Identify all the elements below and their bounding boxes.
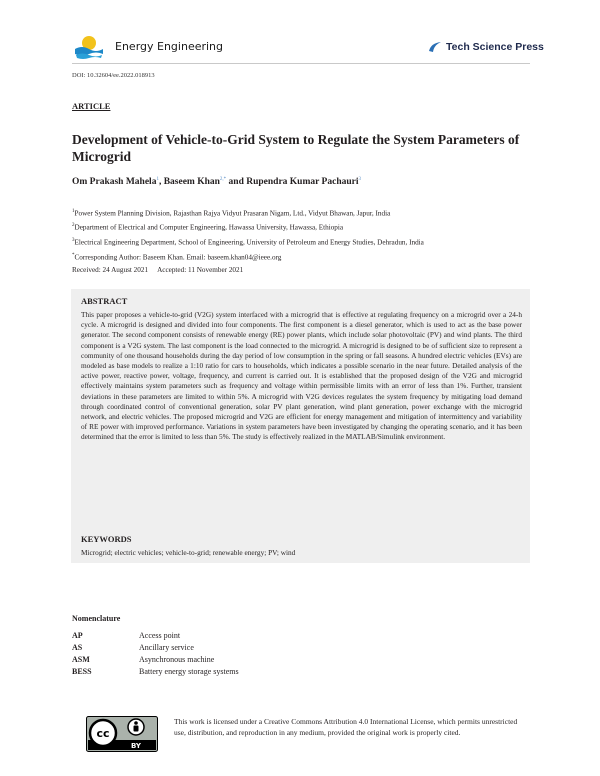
publisher-name: Tech Science Press [446,41,544,53]
keywords-list: Microgrid; electric vehicles; vehicle-to-grid; renewable energy; PV; wind [81,548,296,557]
nomenclature-definition: Battery energy storage systems [139,667,239,676]
nomenclature-heading: Nomenclature [72,614,121,623]
keywords-heading: KEYWORDS [81,534,132,544]
nomenclature-definition: Ancillary service [139,643,194,652]
author-name: Om Prakash Mahela [72,177,157,188]
license-text: This work is licensed under a Creative Commons Attribution 4.0 International License, which permits unrestricted use, distribution, and reproduction in any medium, provided the original work is properly cited. [174,717,518,737]
doi-text[interactable]: DOI: 10.32604/ee.2022.018913 [72,72,155,79]
header-divider [72,63,530,64]
accepted-date: Accepted: 11 November 2021 [157,266,244,274]
affiliation-3: $^3$Electrical Engineering Department, School of Engineering, University of Petroleum and Energy Studies, Dehradun, India [72,238,424,247]
article-type-label: ARTICLE [72,101,111,111]
affiliation-2: $^2$Department of Electrical and Computer Engineering, Hawassa University, Hawassa, Ethiopia [72,223,344,232]
abstract-heading: ABSTRACT [81,296,128,306]
journal-name: Energy Engineering [115,40,224,53]
nomenclature-definition: Asynchronous machine [139,655,215,664]
author-name: Baseem Khan [163,177,220,188]
abstract-body: This paper proposes a vehicle-to-grid (V2G) system interfaced with a microgrid that is effective at regulating frequency on a microgrid over a 24-h cycle. A microgrid is designed and divided into four components. The first component is a diesel generator, which is used to act as the base power generator. The second component consists of renewable energy (RE) power plants, which include solar photovoltaic (PV) and wind plants. The third component is a V2G system. The last component is the load connected to the microgrid. A microgrid is designed to be of sufficient size to represent a community of one thousand households during the day period of low consumption in the spring or fall seasons. A hundred electric vehicles (EVs) are modeled as base models to realize a 1:10 ratio for cars to households, which indicates a possible scenario in the near future. Detailed analysis of the active power, reactive power, voltage, frequency, and current is carried out. It is established that the proposed design of the V2G and microgrid effectively maintains system parameters such as frequency and voltage within permissible limits with an error of less than 1%. Further, transient deviations in these parameters are limited to within 5%. A microgrid with V2G devices regulates the system frequency by mitigating load demand through coordinated control of conventional generation, solar PV plant generation, wind plant generation, power exchange with the microgrid network, and electric vehicles. The proposed microgrid and V2G are efficient for energy management and mitigation of intermittency and variability of RE power with improved performance. Variations in system parameters have been investigated by changing the operating scenario, and it has been determined that the error is limited to less than 5%. The study is effectively realized in the MATLAB/Simulink environment. [81,310,522,442]
cc-by-license-icon[interactable] [86,716,158,752]
nomenclature-definition: Access point [139,631,181,640]
article-title: Development of Vehicle-to-Grid System to Regulate the System Parameters of Microgrid [72,132,520,164]
publisher-logo [428,41,544,53]
received-date: Received: 24 August 2021 [72,266,149,274]
journal-logo-icon [72,30,106,64]
affiliation-1: $^1$Power System Planning Division, Rajasthan Rajya Vidyut Prasaran Nigam, Ltd., Vidyut Bhawan, Japur, India [72,209,391,218]
author-list: Om Prakash Mahela$^1$, Baseem Khan$^{2,*}$ and Rupendra Kumar Pachauri$^3$ [72,177,361,188]
author-name: and Rupendra Kumar Pachauri [228,177,359,188]
nomenclature-abbr: BESS [72,667,92,676]
author-affil-marker: 3 [358,177,361,182]
nomenclature-abbr: ASM [72,655,90,664]
nomenclature-abbr: AS [72,643,83,652]
svg-text:cc: cc [96,727,110,740]
corresponding-author: *Corresponding Author: Baseem Khan. Email: baseem.khan04@ieee.org [72,253,282,262]
svg-text:BY: BY [130,742,142,750]
author-affil-marker: 1 [156,177,159,182]
publisher-swoosh-icon [428,41,442,53]
author-affil-marker: 2,* [219,177,227,182]
nomenclature-abbr: AP [72,631,83,640]
article-dates [72,266,243,274]
